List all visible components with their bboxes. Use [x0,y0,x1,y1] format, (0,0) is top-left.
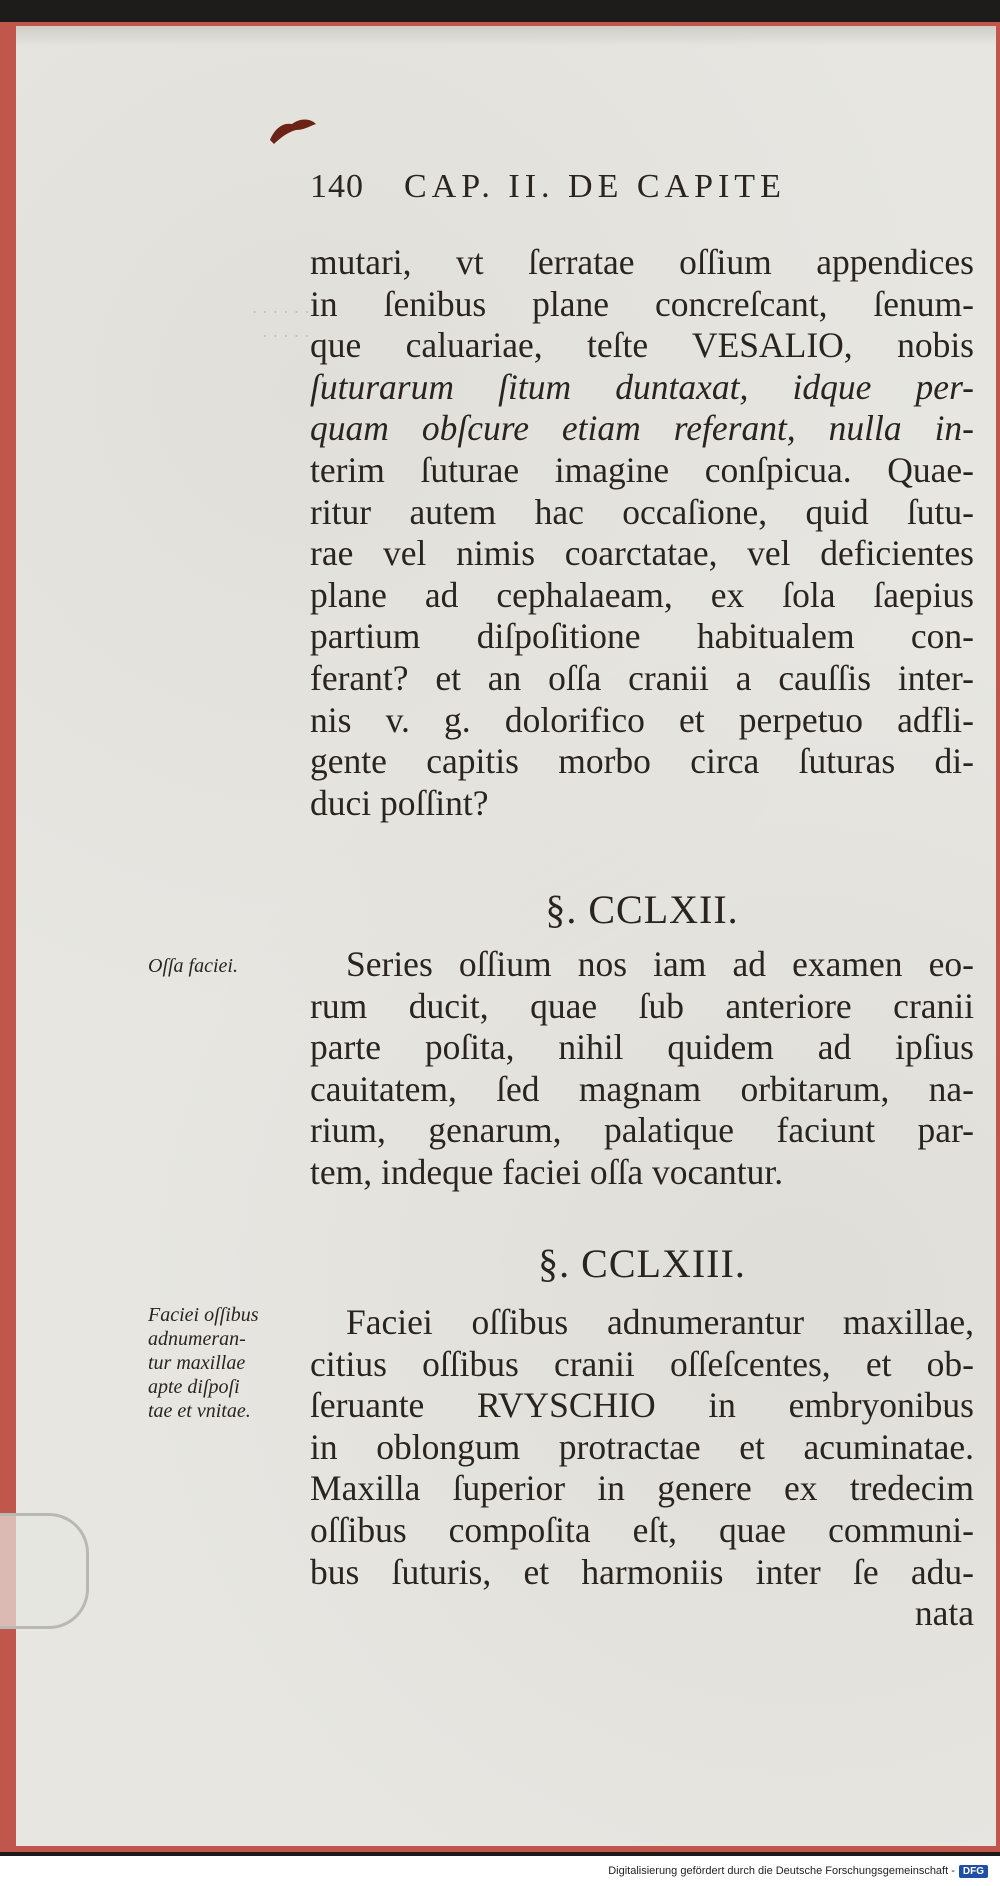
text-line: gente capitis morbo circa ſuturas di- [310,741,974,782]
text-line: rae vel nimis coarctatae, vel deficientes [310,533,974,574]
text-line: plane ad cephalaeam, ex ſola ſaepius [310,574,974,615]
ink-blot-icon [266,112,318,146]
text-line: terim ſuturae imagine conſpicua. Quae- [310,449,974,490]
paragraph-2 [310,944,974,1194]
text-line: quam obſcure etiam referant, nulla in- [310,408,974,449]
page-number: 140 [310,168,364,205]
text-line: ſeruante RVYSCHIO in embryonibus [310,1385,974,1426]
text-line: ferant? et an oſſa cranii a cauſſis inter- [310,657,974,698]
text-line: oſſibus compoſita eſt, quae communi- [310,1509,974,1550]
text-line: bus ſuturis, et harmoniis inter ſe adu- [310,1551,974,1592]
footer-bar [0,1856,1000,1886]
text-line: in ſenibus plane concreſcant, ſenum- [310,283,974,324]
dfg-logo: DFG [959,1865,988,1878]
margin-note-faciei-ossibus [148,1303,308,1423]
text-line: ritur autem hac occaſione, quid ſutu- [310,491,974,532]
text-line: mutari, vt ſerratae oſſium appendices [310,242,974,282]
text-line: Maxilla ſuperior in genere ex tredecim [310,1468,974,1509]
section-heading-cclxiii: §. CCLXIII. [538,1241,746,1286]
paragraph-3 [310,1302,974,1635]
page-clip [0,1513,89,1629]
text-line: citius oſſibus cranii oſſeſcentes, et ob- [310,1343,974,1384]
text-line: duci poſſint? [310,782,489,823]
text-line: in oblongum protractae et acuminatae. [310,1426,974,1467]
text-line: tem, indeque faciei oſſa vocantur. [310,1151,784,1192]
margin-note-line: tae et vnitae. [148,1400,251,1422]
show-through-text: · · · · · · · · · · · [251,302,310,346]
running-header [310,168,850,206]
section-heading-cclxii: §. CCLXII. [545,887,739,932]
text-line: cauitatem, ſed magnam orbitarum, na- [310,1068,974,1109]
text-line: que caluariae, teſte VESALIO, nobis [310,325,974,366]
margin-note-line: Faciei oſſibus [148,1304,259,1326]
text-line: Faciei oſſibus adnumerantur maxillae, [346,1302,974,1342]
margin-note-line: adnumeran- [148,1328,246,1350]
paragraph-1 [310,242,974,824]
text-line: rium, genarum, palatique faciunt par- [310,1110,974,1151]
text-line: ſuturarum ſitum duntaxat, idque per- [310,366,974,407]
text-line: parte poſita, nihil quidem ad ipſius [310,1027,974,1068]
running-title: CAP. II. DE CAPITE [404,168,786,205]
catchword: nata [914,1593,974,1634]
text-line: rum ducit, quae ſub anteriore cranii [310,985,974,1026]
funding-notice: Digitalisierung gefördert durch die Deutsche Forschungsgemeinschaft - [608,1865,955,1877]
margin-note-line: apte diſpoſi [148,1376,240,1398]
text-line: Series oſſium nos iam ad examen eo- [346,944,974,984]
margin-note-line: tur maxillae [148,1352,246,1374]
page-top-shadow [16,26,996,46]
text-line: nis v. g. dolorifico et perpetuo adfli- [310,699,974,740]
text-line: partium diſpoſitione habitualem con- [310,616,974,657]
margin-note-ossa-faciei: Oſſa faciei. [148,955,238,977]
